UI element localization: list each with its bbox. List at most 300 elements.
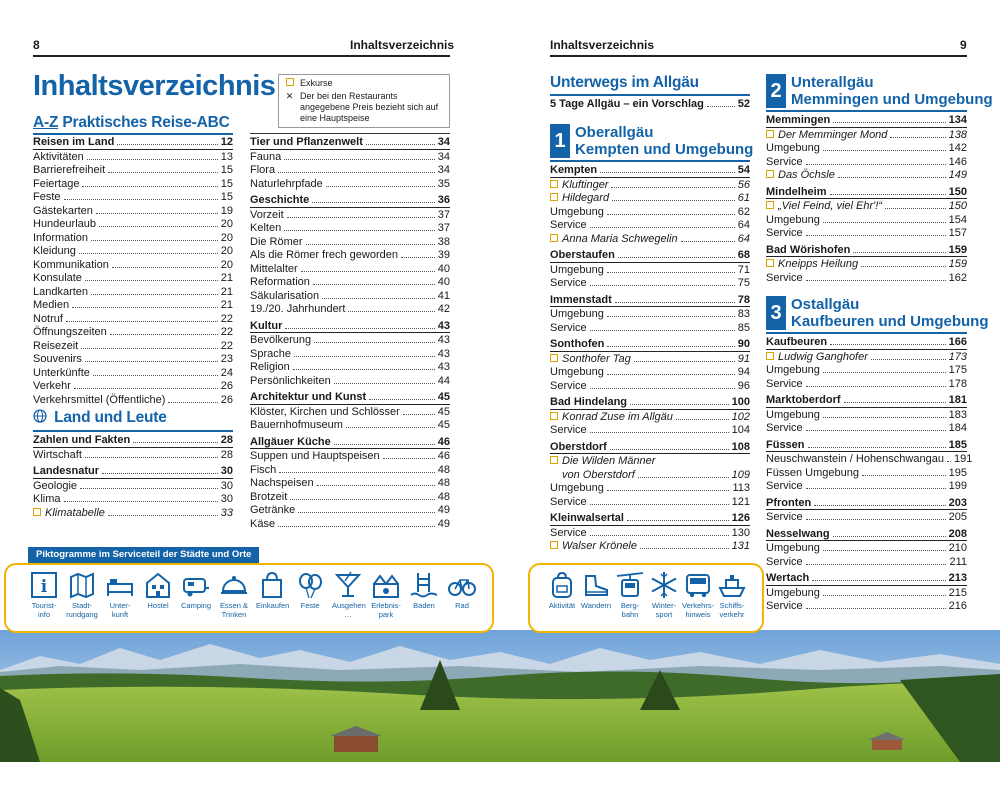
chapter-2-title (791, 74, 993, 108)
leader-dots (871, 359, 946, 360)
entry-title-text: Service (766, 377, 803, 390)
chapter-1-title (575, 124, 753, 158)
leader-dots (823, 550, 946, 551)
toc-entry[interactable] (250, 276, 450, 290)
toc-entry[interactable] (766, 556, 967, 570)
leader-dots (823, 372, 946, 373)
toc-entry[interactable] (33, 191, 233, 205)
entry-page: 203 (948, 496, 967, 509)
entry-title-text: Hundeurlaub (33, 218, 96, 230)
leader-dots (85, 280, 218, 281)
leader-dots (99, 226, 218, 227)
toc-entry[interactable] (550, 482, 750, 496)
toc-entry[interactable] (33, 340, 233, 354)
toc-entry[interactable] (766, 378, 967, 392)
toc-entry[interactable] (250, 263, 450, 277)
entry-page: 44 (437, 374, 450, 387)
left-running-title: Inhaltsverzeichnis (350, 38, 455, 52)
toc-section-entry[interactable] (33, 465, 233, 479)
right-running-title: Inhaltsverzeichnis (550, 38, 655, 52)
entry-page: 90 (737, 338, 750, 350)
leader-dots (168, 402, 217, 403)
entry-page: 130 (731, 526, 750, 539)
toc-entry[interactable] (33, 367, 233, 381)
toc-section-entry[interactable] (33, 434, 233, 448)
toc-entry[interactable] (33, 299, 233, 313)
toc-entry[interactable] (33, 313, 233, 327)
shopping-bag-icon (257, 570, 287, 600)
entry-title-text: Service (766, 600, 803, 612)
entry-title (550, 164, 597, 178)
entry-page: 48 (437, 477, 450, 489)
entry-title (766, 336, 827, 350)
toc-entry[interactable] (33, 245, 233, 259)
entry-page: 12 (220, 136, 233, 148)
toc-entry[interactable] (33, 286, 233, 300)
leader-dots (823, 222, 946, 223)
entry-title-text: Öffnungszeiten (33, 326, 107, 338)
entry-page: 34 (437, 150, 450, 163)
pictogram-backpack (546, 570, 578, 611)
toc-entry[interactable] (250, 303, 450, 317)
leader-dots (301, 271, 435, 272)
entry-title (250, 303, 345, 317)
land-column-2 (250, 136, 450, 531)
entry-page: 46 (437, 435, 450, 448)
toc-entry[interactable] (33, 151, 233, 165)
toc-entry[interactable] (766, 422, 967, 436)
toc-entry[interactable] (250, 406, 450, 420)
toc-entry[interactable] (33, 394, 233, 408)
entry-title-text: Service (766, 227, 803, 239)
toc-entry[interactable] (250, 249, 450, 263)
leader-dots (590, 535, 729, 536)
toc-entry[interactable] (766, 214, 967, 228)
entry-page: 83 (737, 308, 750, 320)
leader-dots (403, 414, 435, 415)
toc-section-entry[interactable] (250, 320, 450, 334)
exkurs-checkbox-icon (766, 130, 774, 138)
toc-entry[interactable] (250, 419, 450, 433)
entry-page: 45 (437, 419, 450, 431)
leader-dots (278, 526, 435, 527)
entry-page: 85 (737, 321, 750, 334)
entry-title-text: Unterkünfte (33, 366, 90, 379)
toc-entry[interactable] (550, 380, 750, 394)
toc-entry[interactable] (250, 518, 450, 532)
toc-entry[interactable] (766, 511, 967, 525)
toc-entry[interactable] (250, 222, 450, 236)
entry-title-text: Service (766, 511, 803, 523)
leader-dots (348, 311, 434, 312)
entry-page: 15 (220, 164, 233, 176)
toc-entry[interactable] (766, 409, 967, 423)
toc-entry[interactable] (33, 218, 233, 232)
leader-dots (85, 457, 218, 458)
entry-title (33, 178, 79, 192)
entry-title (550, 482, 604, 496)
leader-dots (312, 202, 434, 203)
toc-entry[interactable] (766, 467, 967, 481)
entry-page: 104 (731, 424, 750, 436)
exkurs-checkbox-icon (766, 201, 774, 209)
toc-section-entry[interactable] (550, 396, 750, 410)
chapter-2-number: 2 (766, 74, 786, 108)
toc-entry[interactable] (33, 259, 233, 273)
entry-title (250, 276, 310, 290)
entry-page: 35 (437, 177, 450, 190)
toc-entry[interactable] (766, 351, 967, 365)
entry-title-text: Architektur und Kunst (250, 391, 367, 403)
entry-title-text: von Oberstdorf (562, 468, 635, 481)
toc-entry[interactable] (250, 164, 450, 178)
abc-prefix: A-Z (33, 114, 59, 131)
entry-title (250, 518, 275, 532)
entry-page: 33 (220, 506, 233, 519)
leader-dots (610, 449, 729, 450)
toc-entry[interactable] (550, 540, 750, 554)
entry-title-text: Hildegard (562, 192, 610, 204)
leader-dots (806, 488, 946, 489)
entry-page: 43 (437, 334, 450, 346)
toc-entry[interactable] (550, 424, 750, 438)
entry-title-text: Feste (33, 191, 61, 203)
toc-entry[interactable] (550, 496, 750, 510)
land-rule (33, 430, 233, 432)
entry-title (766, 528, 830, 542)
leader-dots (808, 447, 946, 448)
toc-entry[interactable] (250, 151, 450, 165)
entry-title-text: Sonthofen (550, 338, 605, 350)
toc-entry[interactable] (766, 129, 967, 143)
entry-page: 13 (220, 150, 233, 163)
toc-entry[interactable] (250, 290, 450, 304)
toc-entry[interactable] (250, 464, 450, 478)
entry-title-text: Verkehrsmittel (Öffentliche) (33, 393, 166, 406)
entry-page: 22 (220, 312, 233, 325)
entry-title-text: Fauna (250, 150, 282, 163)
entry-page: 22 (220, 339, 233, 352)
entry-page: 157 (948, 227, 967, 239)
leader-dots (615, 302, 735, 303)
leader-dots (383, 458, 435, 459)
exkurs-checkbox-icon (766, 352, 774, 360)
leader-dots (862, 475, 946, 476)
entry-title-text: Nesselwang (766, 527, 830, 540)
toc-entry[interactable] (766, 453, 973, 467)
entry-page: 30 (220, 493, 233, 505)
pictogram-hiking-boot (580, 570, 612, 611)
entry-page: 126 (731, 512, 750, 524)
toc-entry[interactable] (250, 491, 450, 505)
toc-entry[interactable] (766, 480, 967, 494)
entry-title (250, 391, 366, 405)
toc-entry[interactable] (33, 353, 233, 367)
entry-title (766, 422, 803, 436)
land-column-1 (33, 434, 233, 520)
toc-entry[interactable] (550, 308, 750, 322)
leader-dots (294, 356, 435, 357)
toc-section-entry[interactable] (550, 441, 750, 455)
toc-section-entry[interactable] (550, 294, 750, 308)
leader-dots (612, 200, 735, 201)
pictogram-label: Essen & (220, 601, 248, 610)
exkurs-checkbox-icon (550, 541, 558, 549)
toc-section-entry[interactable] (550, 249, 750, 263)
entry-page: 21 (220, 299, 233, 311)
entry-title-text: Service (766, 271, 803, 284)
entry-page: 149 (948, 169, 967, 181)
toc-entry[interactable] (33, 326, 233, 340)
entry-title-text: Das Öchsle (778, 169, 835, 181)
toc-entry[interactable] (33, 178, 233, 192)
backpack-icon (547, 570, 577, 600)
pictogram-hostel (142, 570, 174, 611)
toc-entry[interactable] (250, 361, 450, 375)
toc-entry[interactable] (550, 264, 750, 278)
theme-park-icon (371, 570, 401, 600)
entry-title (250, 320, 282, 334)
entry-title (550, 496, 587, 510)
pictogram-info (28, 570, 60, 619)
entry-title (550, 322, 587, 336)
exkurs-checkbox-icon (550, 193, 558, 201)
toc-section-entry[interactable] (766, 497, 967, 511)
entry-page: 154 (948, 213, 967, 226)
land-heading (33, 409, 167, 427)
toc-entry[interactable] (33, 507, 233, 521)
entry-title-text: Suppen und Hauptspeisen (250, 450, 380, 462)
pictogram-label-2: sport (655, 609, 673, 619)
entry-page: 178 (948, 377, 967, 390)
entry-title-text: Füssen Umgebung (766, 466, 859, 479)
toc-entry[interactable] (550, 411, 750, 425)
toc-entry[interactable] (550, 206, 750, 220)
toc-entry[interactable] (33, 164, 233, 178)
toc-entry[interactable] (250, 209, 450, 223)
toc-entry[interactable] (766, 258, 967, 272)
entry-page: 94 (737, 366, 750, 378)
entry-title (766, 200, 882, 214)
chapter-2-rule (766, 110, 967, 112)
toc-entry[interactable] (33, 480, 233, 494)
toc-entry[interactable] (766, 587, 967, 601)
entry-page: 159 (948, 258, 967, 270)
entry-title-text: Der Memminger Mond (778, 128, 888, 141)
toc-entry[interactable] (33, 493, 233, 507)
leader-dots (814, 505, 945, 506)
entry-title-text: Sonthofer Tag (562, 352, 631, 365)
toc-section-entry[interactable] (766, 186, 967, 200)
toc-section-entry[interactable] (766, 439, 967, 453)
toc-entry[interactable] (250, 348, 450, 362)
entry-title-text: Immenstadt (550, 293, 612, 306)
entry-page: 78 (737, 293, 750, 306)
leader-dots (278, 172, 435, 173)
leader-dots (314, 342, 435, 343)
toc-section-entry[interactable] (766, 244, 967, 258)
entry-title-text: Umgebung (766, 213, 820, 226)
toc-entry[interactable] (250, 334, 450, 348)
toc-section-entry[interactable] (250, 391, 450, 405)
bed-icon (105, 570, 135, 600)
entry-title-text: Service (550, 495, 587, 508)
toc-section-entry[interactable] (766, 528, 967, 542)
entry-title (550, 396, 627, 410)
toc-section-entry[interactable] (766, 114, 967, 128)
legend-text: Der bei den Restaurants angegebene Preis bezieht sich auf eine Hauptspeise (300, 91, 439, 123)
pictogram-label-2: info (37, 609, 51, 619)
leader-dots (812, 580, 945, 581)
entry-title (250, 194, 309, 208)
toc-entry[interactable] (550, 322, 750, 336)
toc-section-entry[interactable] (766, 336, 967, 350)
toc-entry[interactable] (250, 375, 450, 389)
entry-page: 216 (948, 600, 967, 612)
toc-section-entry[interactable] (550, 338, 750, 352)
entry-title (550, 192, 609, 206)
toc-entry[interactable] (550, 233, 750, 247)
entry-page: 54 (737, 164, 750, 176)
entry-title (33, 136, 114, 150)
cable-car-icon (615, 570, 645, 600)
entry-title-text: Konsulate (33, 272, 82, 284)
abc-title: Praktisches Reise-ABC (62, 114, 230, 131)
toc-section-entry[interactable] (550, 164, 750, 178)
entry-title (766, 497, 811, 511)
entry-title (33, 313, 63, 327)
toc-section-entry[interactable] (250, 194, 450, 208)
toc-section-entry[interactable] (766, 394, 967, 408)
entry-page: 199 (948, 480, 967, 492)
leader-dots (80, 488, 218, 489)
entry-page: 30 (220, 465, 233, 477)
chapter-3-subtitle: Kaufbeuren und Umgebung (791, 313, 989, 330)
entry-title (766, 439, 805, 453)
leader-dots (284, 230, 435, 231)
toc-entry[interactable] (550, 192, 750, 206)
toc-entry[interactable] (550, 469, 750, 483)
toc-entry[interactable] (550, 219, 750, 233)
toc-entry[interactable] (250, 178, 450, 192)
toc-section-entry[interactable] (250, 436, 450, 450)
pictogram-cable-car (614, 570, 646, 619)
entry-title (550, 380, 587, 394)
pictogram-label-2: park (378, 609, 394, 619)
toc-entry[interactable] (766, 542, 967, 556)
toc-section-entry[interactable] (250, 136, 450, 150)
toc-entry[interactable] (33, 449, 233, 463)
entry-title-text: Ludwig Ganghofer (778, 350, 868, 363)
entry-title-text: Pfronten (766, 496, 812, 509)
pictogram-label: Feste (300, 601, 320, 610)
leader-dots (96, 213, 218, 214)
entry-title (250, 361, 290, 375)
entry-title (250, 348, 291, 362)
toc-entry[interactable] (766, 227, 967, 241)
entry-title-text: Umgebung (766, 364, 820, 376)
intro-title[interactable]: 5 Tage Allgäu – ein Vorschlag (550, 98, 704, 110)
entry-title (550, 512, 624, 526)
entry-title-text: Service (766, 480, 803, 492)
leader-dots (334, 444, 435, 445)
leader-dots (85, 361, 218, 362)
exkurs-checkbox-icon (766, 170, 774, 178)
toc-entry[interactable] (250, 504, 450, 518)
entry-page: 15 (220, 191, 233, 203)
entry-title-text: Umgebung (766, 142, 820, 154)
entry-title-text: Kneipps Heilung (778, 258, 859, 270)
toc-entry[interactable] (250, 236, 450, 250)
toc-entry[interactable] (766, 364, 967, 378)
toc-entry[interactable] (550, 353, 750, 367)
entry-page: 91 (737, 352, 750, 365)
toc-entry[interactable] (550, 277, 750, 291)
leader-dots (590, 388, 735, 389)
toc-entry[interactable] (766, 169, 967, 183)
toc-entry[interactable] (766, 600, 967, 614)
entry-page: 146 (948, 155, 967, 168)
toc-entry[interactable] (550, 366, 750, 380)
toc-entry[interactable] (250, 450, 450, 464)
entry-page: 46 (437, 450, 450, 462)
entry-title-text: Barrierefreiheit (33, 164, 106, 176)
entry-page: 208 (948, 527, 967, 540)
toc-entry[interactable] (33, 232, 233, 246)
toc-entry[interactable] (766, 200, 967, 214)
entry-title-text: Kelten (250, 222, 282, 234)
leader-dots (590, 285, 735, 286)
pictogram-cloche (218, 570, 250, 619)
chapter-3-entries (766, 336, 973, 614)
toc-section-entry[interactable] (766, 572, 967, 586)
leader-dots (133, 442, 218, 443)
toc-entry[interactable] (766, 156, 967, 170)
entry-title-text: Landesnatur (33, 465, 100, 477)
toc-entry[interactable] (550, 527, 750, 541)
entry-title-text: Landkarten (33, 285, 89, 298)
pictogram-label: Ausgehen … (332, 601, 366, 619)
entry-title-text: Persönlichkeiten (250, 374, 331, 387)
leader-dots (607, 272, 735, 273)
toc-entry[interactable] (33, 272, 233, 286)
toc-entry[interactable] (550, 455, 750, 469)
entry-title-text: Souvenirs (33, 353, 82, 365)
hostel-icon (143, 570, 173, 600)
toc-entry[interactable] (250, 477, 450, 491)
toc-entry[interactable] (766, 142, 967, 156)
pictogram-label: Unter- (109, 601, 131, 610)
toc-entry[interactable] (33, 205, 233, 219)
leader-dots (346, 427, 435, 428)
toc-entry[interactable] (33, 380, 233, 394)
toc-entry[interactable] (550, 179, 750, 193)
entry-title-text: Service (550, 424, 587, 436)
entry-page: 40 (437, 276, 450, 288)
entry-page: 36 (437, 194, 450, 206)
right-header-rule (550, 55, 967, 57)
leader-dots (72, 307, 218, 308)
toc-entry[interactable] (766, 272, 967, 286)
toc-section-entry[interactable] (550, 512, 750, 526)
entry-title (766, 587, 820, 601)
allgaeu-landscape-photo (0, 630, 1000, 762)
leader-dots (306, 244, 435, 245)
toc-section-entry[interactable] (33, 136, 233, 150)
entry-title (550, 338, 604, 352)
chapter-2-entries (766, 114, 967, 285)
entry-page: 49 (437, 517, 450, 530)
